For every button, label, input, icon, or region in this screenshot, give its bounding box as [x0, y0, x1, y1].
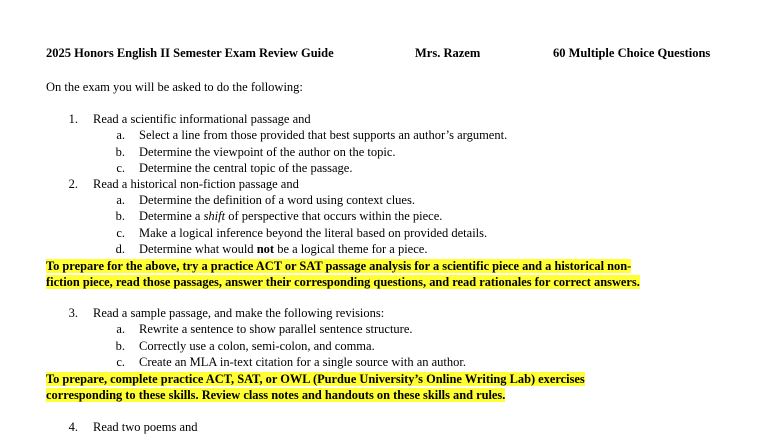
prep-note-reading-line-2-text: fiction piece, read those passages, answer their corresponding questions, and read rationales for correct answers. — [46, 275, 640, 289]
prep-note-reading-line-1-text: To prepare for the above, try a practice ACT or SAT passage analysis for a scientific piece and a historical non- — [46, 259, 632, 273]
item-3a-letter: a. — [116, 322, 125, 336]
item-2c-letter: c. — [116, 226, 125, 240]
item-4-text: Read two poems and — [93, 420, 198, 434]
item-1-number: 1. — [68, 112, 78, 126]
course-title: 2025 Honors English II Semester Exam Review Guide — [46, 46, 334, 60]
item-2b-text — [139, 209, 442, 224]
item-1-text: Read a scientific informational passage and — [93, 112, 311, 126]
item-1c-text: Determine the central topic of the passage. — [139, 161, 353, 175]
item-2c-text: Make a logical inference beyond the literal based on provided details. — [139, 226, 488, 240]
item-2a-text: Determine the definition of a word using context clues. — [139, 193, 415, 207]
item-3c-letter: c. — [116, 355, 125, 369]
item-2d-letter: d. — [115, 242, 125, 256]
item-2-number: 2. — [68, 177, 78, 191]
item-3a-text: Rewrite a sentence to show parallel sentence structure. — [139, 322, 413, 336]
question-count: 60 Multiple Choice Questions — [553, 46, 711, 60]
prep-note-writing-line-1-text: To prepare, complete practice ACT, SAT, or OWL (Purdue University’s Online Writing Lab) exercises — [46, 372, 585, 386]
item-1a-text: Select a line from those provided that best supports an author’s argument. — [139, 128, 508, 142]
item-2d-text — [139, 242, 427, 257]
item-3b-letter: b. — [115, 339, 125, 353]
item-3-number: 3. — [68, 306, 78, 320]
item-1c-letter: c. — [116, 161, 125, 175]
item-2d-text-pre: Determine what would — [139, 242, 257, 256]
prep-note-writing-line-2 — [46, 387, 736, 403]
prep-note-reading-line-2 — [46, 274, 736, 290]
intro-text: On the exam you will be asked to do the following: — [46, 80, 303, 94]
item-2d-text-post: be a logical theme for a piece. — [274, 242, 428, 256]
item-1a-letter: a. — [116, 128, 125, 142]
item-1b-text: Determine the viewpoint of the author on the topic. — [139, 145, 396, 159]
item-1b-letter: b. — [115, 145, 125, 159]
item-2d-text-strong: not — [256, 242, 275, 256]
item-2a-letter: a. — [116, 193, 125, 207]
prep-note-writing-line-2-text: corresponding to these skills. Review class notes and handouts on these skills and rules. — [46, 388, 506, 402]
item-2b-text-pre: Determine a — [139, 209, 204, 223]
item-2-text: Read a historical non-fiction passage and — [93, 177, 299, 191]
prep-note-reading — [46, 258, 736, 290]
item-4-number: 4. — [68, 420, 78, 434]
item-2b-letter: b. — [115, 209, 125, 223]
teacher-name: Mrs. Razem — [415, 46, 481, 60]
item-3-text: Read a sample passage, and make the following revisions: — [93, 306, 385, 320]
prep-note-reading-line-1 — [46, 258, 736, 274]
item-3b-text: Correctly use a colon, semi-colon, and comma. — [139, 339, 375, 353]
item-2b-text-emphasis: shift — [203, 209, 226, 223]
prep-note-writing — [46, 371, 736, 403]
item-3c-text: Create an MLA in-text citation for a single source with an author. — [139, 355, 466, 369]
prep-note-writing-line-1 — [46, 371, 736, 387]
item-2b-text-post: of perspective that occurs within the piece. — [225, 209, 443, 223]
